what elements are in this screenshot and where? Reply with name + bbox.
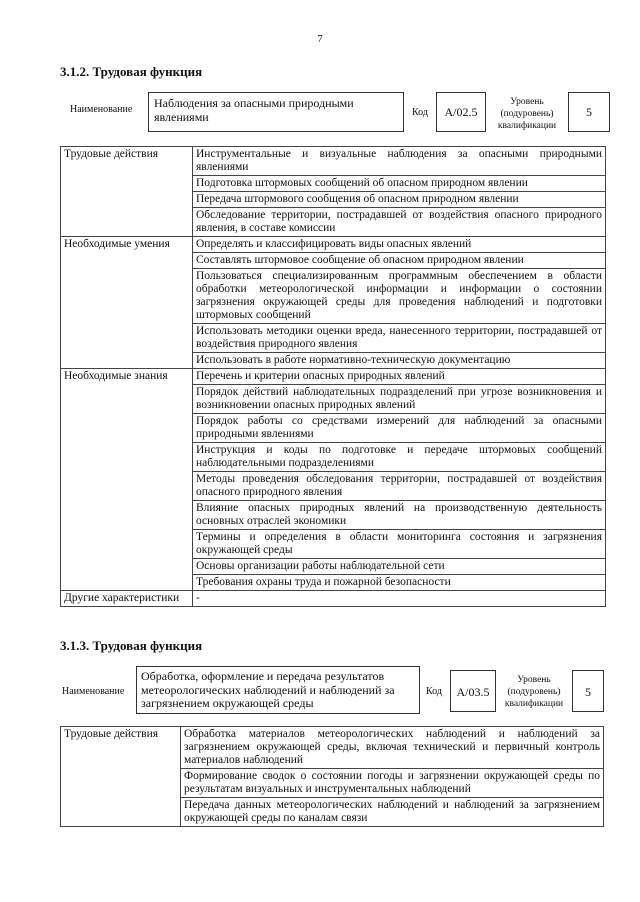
list-item: Использовать в работе нормативно-техническую документацию	[193, 353, 606, 369]
list-item: Определять и классифицировать виды опасных явлений	[193, 237, 606, 253]
code-value: А/02.5	[436, 92, 486, 132]
code-value: А/03.5	[450, 670, 496, 712]
list-item: Использовать методики оценки вреда, нанесенного территории, пострадавшей от воздействия природного явления	[193, 324, 606, 353]
level-value: 5	[568, 92, 610, 132]
section-heading-3-1-3: 3.1.3. Трудовая функция	[60, 638, 203, 653]
function-name-value: Наблюдения за опасными природными явлениями	[148, 92, 404, 132]
list-item: Перечень и критерии опасных природных явлений	[193, 369, 606, 385]
row-label: Необходимые знания	[61, 369, 193, 591]
list-item: Пользоваться специализированным программным обеспечением в области обработки метеорологической информации и информации о состоянии загрязнения окружающей среды для проведения наблюдений и подготовки штормовых сообщений	[193, 269, 606, 324]
row-label: Трудовые действия	[61, 147, 193, 237]
list-item: Инструментальные и визуальные наблюдения за опасными природными явлениями	[193, 147, 606, 176]
list-item: Порядок действий наблюдательных подразделений при угрозе возникновения и возникновении опасных природных явлений	[193, 385, 606, 414]
row-label: Необходимые умения	[61, 237, 193, 369]
level-value: 5	[572, 670, 604, 712]
section-heading-3-1-2: 3.1.2. Трудовая функция	[60, 64, 203, 79]
row-label: Трудовые действия	[61, 727, 181, 827]
row-label: Другие характеристики	[61, 591, 193, 607]
list-item: Формирование сводок о состоянии погоды и загрязнении окружающей среды по результатам визуальных и инструментальных наблюдений	[181, 769, 604, 798]
list-item: Составлять штормовое сообщение об опасном природном явлении	[193, 253, 606, 269]
code-label: Код	[426, 686, 442, 697]
list-item: Требования охраны труда и пожарной безопасности	[193, 575, 606, 591]
level-label: Уровень (подуровень) квалификации	[504, 675, 564, 709]
table-row	[61, 147, 606, 176]
list-item: Передача штормового сообщения об опасном природном явлении	[193, 192, 606, 208]
list-item: Инструкция и коды по подготовке и передаче штормовых сообщений наблюдательными подразделениями	[193, 443, 606, 472]
table-row	[61, 369, 606, 385]
name-label: Наименование	[70, 104, 133, 115]
code-label: Код	[412, 107, 428, 118]
page-number: 7	[317, 33, 323, 45]
table-row	[61, 237, 606, 253]
list-item: Порядок работы со средствами измерений для наблюдений за опасными природными явлениями	[193, 414, 606, 443]
list-item: Влияние опасных природных явлений на производственную деятельность основных отраслей экономики	[193, 501, 606, 530]
table-row	[61, 591, 606, 607]
name-label: Наименование	[62, 686, 125, 697]
work-function-table-1	[60, 146, 606, 607]
work-function-table-2	[60, 726, 604, 827]
list-item: Обследование территории, пострадавшей от воздействия опасного природного явления, в составе комиссии	[193, 208, 606, 237]
list-item: Основы организации работы наблюдательной сети	[193, 559, 606, 575]
table-row	[61, 727, 604, 769]
list-item: -	[193, 591, 606, 607]
function-name-value: Обработка, оформление и передача результатов метеорологических наблюдений и наблюдений за загрязнением окружающей среды	[136, 666, 420, 714]
list-item: Термины и определения в области мониторинга состояния и загрязнения окружающей среды	[193, 530, 606, 559]
list-item: Передача данных метеорологических наблюдений и наблюдений за загрязнением окружающей среды по каналам связи	[181, 798, 604, 827]
list-item: Подготовка штормовых сообщений об опасном природном явлении	[193, 176, 606, 192]
level-label: Уровень (подуровень) квалификации	[497, 97, 557, 131]
list-item: Методы проведения обследования территории, пострадавшей от воздействия опасного природного явления	[193, 472, 606, 501]
list-item: Обработка материалов метеорологических наблюдений и наблюдений за загрязнением окружающей среды, включая технический и первичный контроль материалов наблюдений	[181, 727, 604, 769]
